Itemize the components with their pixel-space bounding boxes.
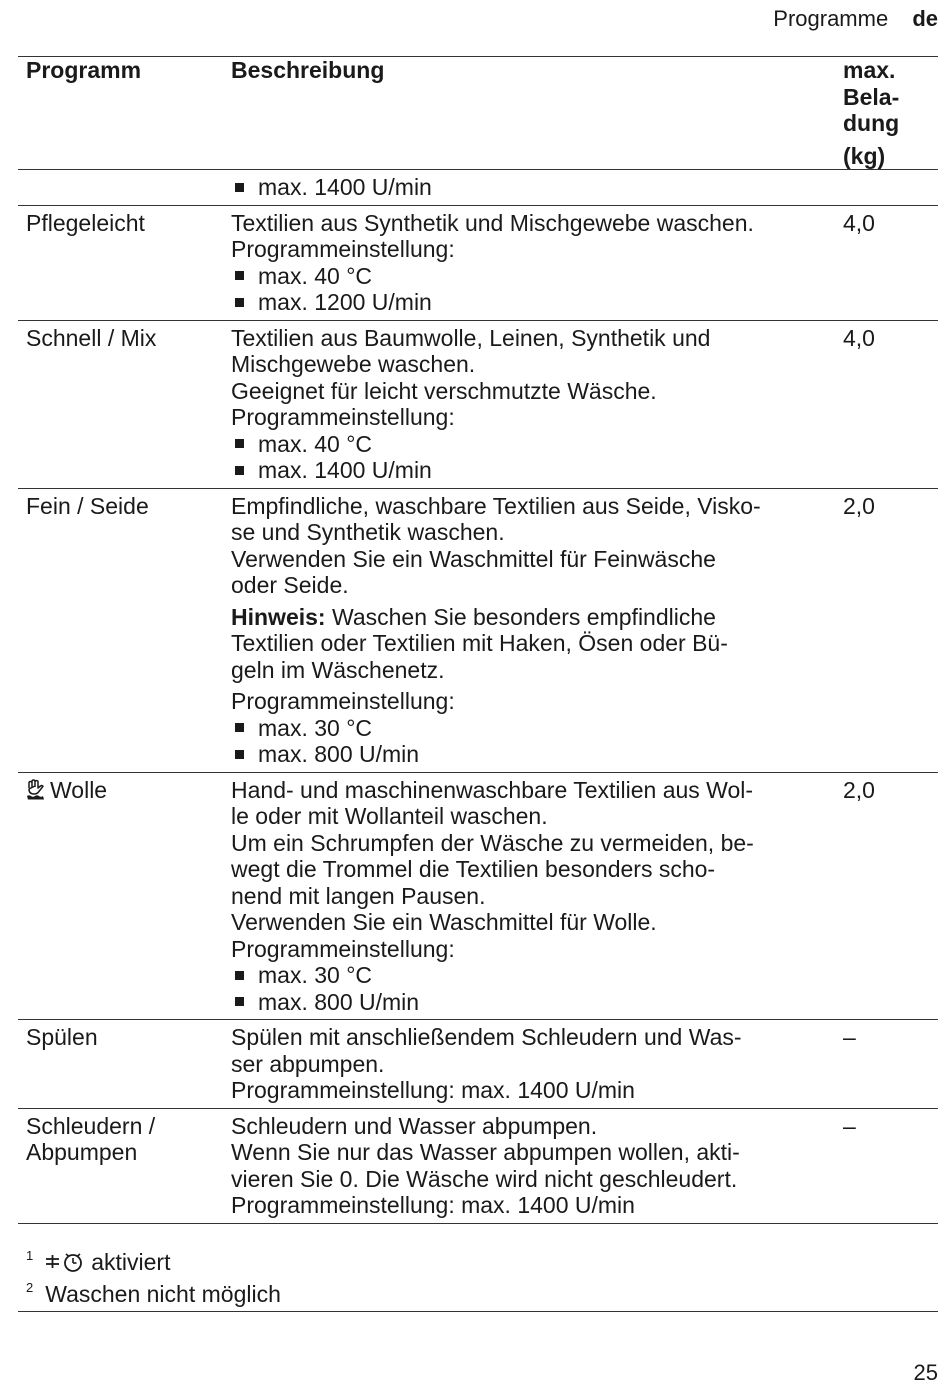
description-line: se und Synthetik waschen. bbox=[231, 519, 505, 545]
program-name-line: Abpumpen bbox=[26, 1139, 138, 1165]
bullet-square-icon bbox=[235, 271, 244, 280]
max-load-value bbox=[843, 170, 938, 206]
max-load-value: 2,0 bbox=[843, 776, 875, 803]
programs-table bbox=[18, 56, 938, 1224]
program-description bbox=[231, 488, 843, 772]
bullet-square-icon bbox=[235, 997, 244, 1006]
description-line: wegt die Trommel die Textilien besonders scho- bbox=[231, 856, 716, 882]
program-name: Fein / Seide bbox=[26, 492, 149, 519]
header-max-load bbox=[843, 57, 938, 170]
section-title: Programme bbox=[773, 6, 889, 31]
program-name bbox=[18, 1108, 231, 1223]
description-line: Textilien aus Synthetik und Mischgewebe waschen. bbox=[231, 209, 754, 236]
setting-bullet: max. 30 °C bbox=[231, 962, 843, 989]
description-line: Textilien aus Baumwolle, Leinen, Synthetik und bbox=[231, 324, 711, 351]
program-description bbox=[231, 320, 843, 488]
program-name bbox=[18, 772, 231, 1020]
page-header bbox=[773, 6, 938, 32]
program-name: Schnell / Mix bbox=[26, 324, 157, 351]
description-line: Verwenden Sie ein Waschmittel für Wolle. bbox=[231, 909, 657, 935]
description-line: Schleudern und Wasser abpumpen. bbox=[231, 1112, 598, 1139]
program-description bbox=[231, 170, 843, 206]
description-line: vieren Sie 0. Die Wäsche wird nicht geschleudert. bbox=[231, 1165, 738, 1192]
description-line: Wenn Sie nur das Wasser abpumpen wollen, akti- bbox=[231, 1139, 740, 1165]
description-line: Programmeinstellung: bbox=[231, 404, 455, 430]
bullet-square-icon bbox=[235, 723, 244, 732]
hand-wash-icon bbox=[26, 779, 46, 801]
bullet-square-icon bbox=[235, 183, 244, 192]
setting-bullet: max. 1400 U/min bbox=[231, 457, 843, 484]
bullet-square-icon bbox=[235, 298, 244, 307]
header-program: Programm bbox=[26, 57, 142, 83]
description-line: le oder mit Wollanteil waschen. bbox=[231, 803, 548, 829]
description-line: Empfindliche, waschbare Textilien aus Seide, Visko- bbox=[231, 492, 761, 519]
program-description bbox=[231, 1020, 843, 1109]
program-description bbox=[231, 205, 843, 320]
footnote-number: 1 bbox=[26, 1248, 34, 1263]
max-load-value: 4,0 bbox=[843, 324, 875, 351]
page-number: 25 bbox=[913, 1360, 938, 1385]
header-max-load-line: max. bbox=[843, 57, 896, 83]
program-name: Spülen bbox=[26, 1024, 98, 1050]
language-code: de bbox=[912, 6, 938, 31]
description-line: Geeignet für leicht verschmutzte Wäsche. bbox=[231, 377, 657, 404]
description-line: Um ein Schrumpfen der Wäsche zu vermeiden, be- bbox=[231, 829, 754, 856]
description-line: Mischgewebe waschen. bbox=[231, 351, 476, 377]
description-line: Programmeinstellung: max. 1400 U/min bbox=[231, 1192, 635, 1218]
setting-bullet: max. 40 °C bbox=[231, 263, 843, 290]
max-load-value: 4,0 bbox=[843, 209, 875, 236]
rinse-plus-timer-icon bbox=[45, 1251, 85, 1273]
table-row bbox=[18, 170, 938, 206]
description-line: Hand- und maschinenwaschbare Textilien aus Wol- bbox=[231, 776, 754, 803]
footnotes bbox=[18, 1243, 938, 1312]
table-row bbox=[18, 205, 938, 320]
table-row bbox=[18, 1020, 938, 1109]
header-description: Beschreibung bbox=[231, 57, 385, 83]
footnote-text: aktiviert bbox=[91, 1249, 171, 1275]
max-load-value: – bbox=[843, 1112, 856, 1139]
program-name bbox=[18, 170, 231, 206]
footnote bbox=[26, 1243, 938, 1275]
header-max-load-unit: (kg) bbox=[843, 142, 886, 169]
setting-bullet: max. 30 °C bbox=[231, 715, 843, 742]
program-name: Pflegeleicht bbox=[26, 209, 145, 236]
program-description bbox=[231, 1108, 843, 1223]
hint-text: Textilien oder Textilien mit Haken, Ösen oder Bü- bbox=[231, 630, 728, 656]
table-header-row bbox=[18, 57, 938, 170]
description-line: ser abpumpen. bbox=[231, 1050, 385, 1077]
table-row bbox=[18, 320, 938, 488]
hint-text: geln im Wäschenetz. bbox=[231, 656, 445, 683]
footnote-text: Waschen nicht möglich bbox=[45, 1281, 281, 1307]
program-name-line: Schleudern / bbox=[26, 1112, 156, 1139]
setting-bullet: max. 40 °C bbox=[231, 431, 843, 458]
setting-bullet: max. 1400 U/min bbox=[231, 174, 843, 201]
setting-bullet: max. 800 U/min bbox=[231, 741, 843, 768]
program-name-text: Wolle bbox=[50, 776, 108, 803]
bullet-square-icon bbox=[235, 971, 244, 980]
table-row bbox=[18, 488, 938, 772]
table-row bbox=[18, 1108, 938, 1223]
hint-text: Waschen Sie besonders empfindliche bbox=[325, 603, 716, 630]
program-description bbox=[231, 772, 843, 1020]
description-line: nend mit langen Pausen. bbox=[231, 882, 486, 909]
setting-bullet: max. 800 U/min bbox=[231, 989, 843, 1016]
description-line: Verwenden Sie ein Waschmittel für Feinwäsche bbox=[231, 545, 716, 572]
bullet-square-icon bbox=[235, 750, 244, 759]
hint-label: Hinweis: bbox=[231, 603, 326, 630]
description-line: Programmeinstellung: bbox=[231, 236, 455, 262]
bullet-square-icon bbox=[235, 439, 244, 448]
header-max-load-line: Bela- bbox=[843, 83, 900, 110]
footnote-number: 2 bbox=[26, 1280, 34, 1295]
header-max-load-line: dung bbox=[843, 110, 900, 136]
setting-bullet: max. 1200 U/min bbox=[231, 289, 843, 316]
max-load-value: – bbox=[843, 1024, 856, 1050]
max-load-value: 2,0 bbox=[843, 492, 875, 519]
description-line: oder Seide. bbox=[231, 572, 349, 598]
bullet-square-icon bbox=[235, 466, 244, 475]
settings-label: Programmeinstellung: bbox=[231, 688, 455, 714]
description-line: Spülen mit anschließendem Schleudern und Was- bbox=[231, 1024, 742, 1050]
table-row bbox=[18, 772, 938, 1020]
description-line: Programmeinstellung: bbox=[231, 935, 455, 962]
hint-note bbox=[231, 604, 843, 684]
footnote bbox=[26, 1275, 938, 1307]
description-line: Programmeinstellung: max. 1400 U/min bbox=[231, 1077, 635, 1103]
